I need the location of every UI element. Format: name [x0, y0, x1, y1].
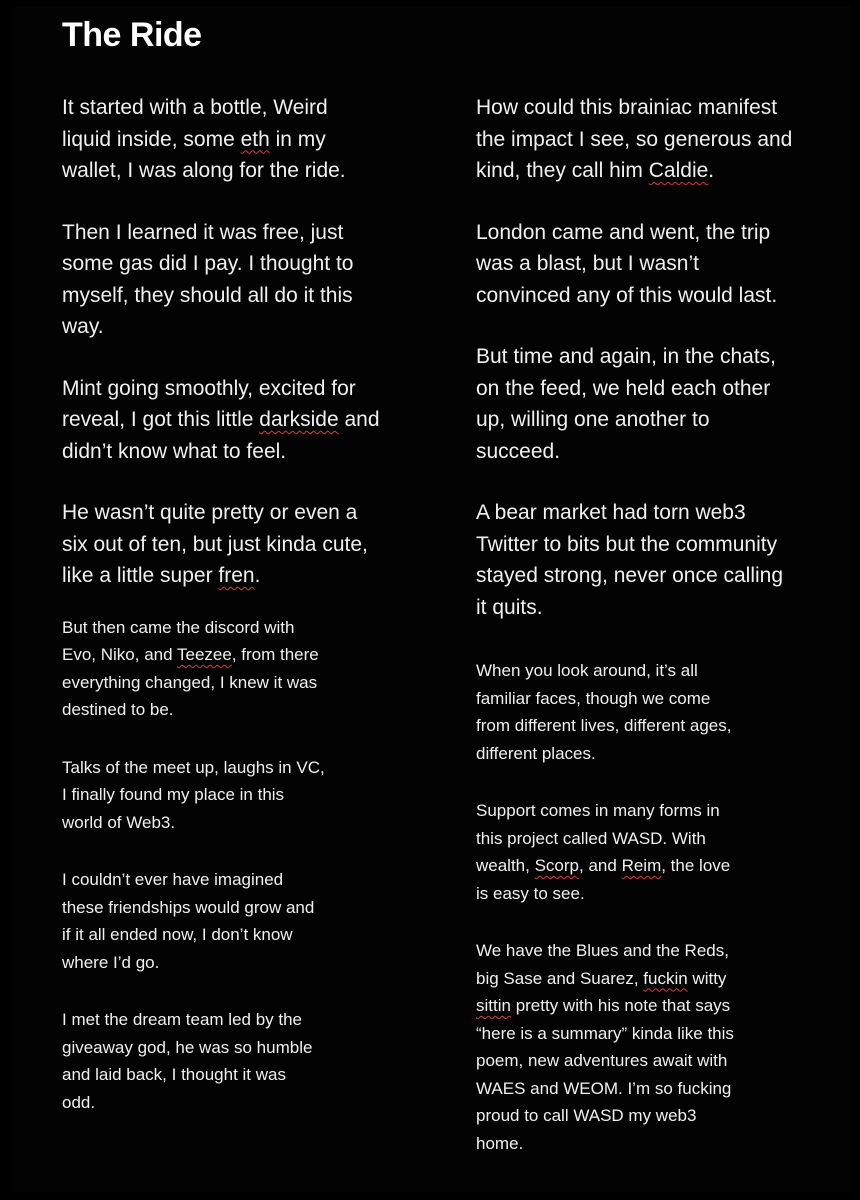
stanza: He wasn’t quite pretty or even a six out of ten, but just kinda cute, like a little super fren.: [62, 501, 368, 587]
spellcheck-flagged-word: Caldie: [648, 159, 709, 182]
poem-title: The Ride: [62, 16, 202, 54]
stanza: How could this brainiac manifest the impact I see, so generous and kind, they call him Caldie.: [476, 96, 793, 182]
stanza: But time and again, in the chats, on the feed, we held each other up, willing one another to succeed.: [476, 345, 777, 463]
stanza: London came and went, the trip was a blast, but I wasn’t convinced any of this would last.: [476, 220, 778, 307]
spellcheck-flagged-word: fren: [218, 564, 255, 587]
spellcheck-flagged-word: Teezee: [176, 645, 232, 664]
spellcheck-flagged-word: fuckin: [643, 968, 688, 988]
spellcheck-flagged-word: darkside: [259, 408, 339, 431]
spellcheck-flagged-word: Reim: [621, 856, 662, 875]
stanza: When you look around, it’s all familiar faces, though we come from different lives, different ages, different places.: [476, 661, 732, 763]
stanza: We have the Blues and the Reds, big Sase and Suarez, fuckin witty sittin pretty with his note that says “here is a summary” kinda like this poem, new adventures await with WAES and WEOM. I’m so fucking proud to call WASD my web3 home.: [476, 941, 734, 1153]
spellcheck-flagged-word: sittin: [476, 996, 511, 1015]
stanza: It started with a bottle, Weird liquid inside, some eth in my wallet, I was along for the ride.: [62, 96, 346, 182]
stanza: I couldn’t ever have imagined these friendships would grow and if it all ended now, I don’t know where I’d go.: [62, 870, 315, 972]
spellcheck-flagged-word: Scorp: [534, 856, 580, 875]
stanza: Mint going smoothly, excited for reveal, I got this little darkside and didn’t know what to feel.: [62, 376, 380, 463]
stanza: I met the dream team led by the giveaway god, he was so humble and laid back, I thought it was odd.: [62, 1010, 313, 1112]
stanza: A bear market had torn web3 Twitter to bits but the community stayed strong, never once calling it quits.: [476, 501, 784, 619]
right-column: [476, 92, 826, 1157]
spellcheck-flagged-word: eth: [240, 127, 270, 151]
stanza: But then came the discord with Evo, Niko, and Teezee, from there everything changed, I knew it was destined to be.: [62, 617, 319, 719]
stanza: Then I learned it was free, just some gas did I pay. I thought to myself, they should all do it this way.: [62, 220, 354, 338]
left-column: [62, 92, 422, 1116]
stanza: Support comes in many forms in this project called WASD. With wealth, Scorp, and Reim, the love is easy to see.: [476, 801, 731, 903]
stanza: Talks of the meet up, laughs in VC, I finally found my place in this world of Web3.: [62, 757, 325, 832]
